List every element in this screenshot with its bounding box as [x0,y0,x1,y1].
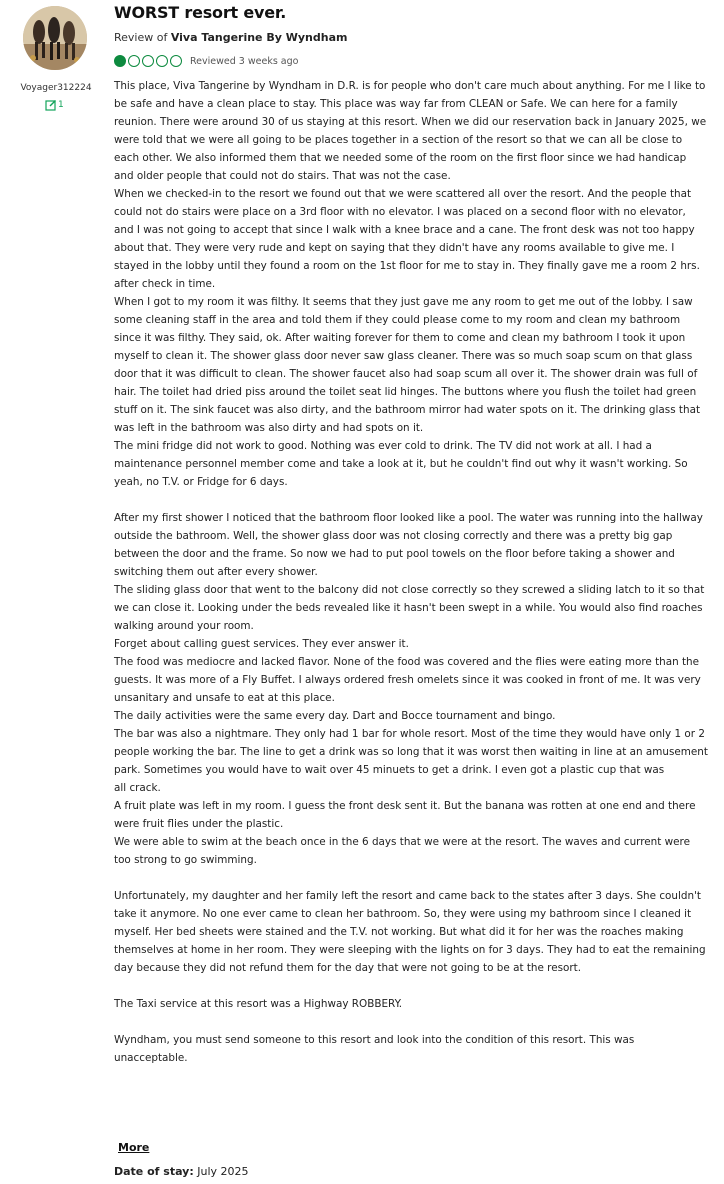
paragraph-spacer [114,977,708,995]
paragraph-spacer [114,1013,708,1031]
review-paragraph: The bar was also a nightmare. They only had 1 bar for whole resort. Most of the time they would have only 1 or 2 people working the bar. The line to get a drink was so long that it was worst then waiting in line at an amusement park. Sometimes you would have to wait over 45 minuets to get a drink. I even got a plastic cup that was [114,728,708,776]
contributions-number: 1 [58,100,64,110]
review-paragraph: The sliding glass door that went to the balcony did not close correctly so they screwed a sliding latch to it so that we can close it. Looking under the beds revealed like it hasn't been swept in a while. You would also find roaches walking around your room. [114,584,705,632]
reviewed-date: Reviewed 3 weeks ago [190,55,299,67]
paragraph-spacer [114,491,708,509]
review-paragraph: The daily activities were the same every day. Dart and Bocce tournament and bingo. [114,710,556,722]
review-paragraph: After my first shower I noticed that the bathroom floor looked like a pool. The water was running into the hallway outside the bathroom. Well, the shower glass door was not closing correctly and there was a pretty big gap between the door and the frame. So now we had to put pool towels on the floor before taking a shower and switching them out after every shower. [114,512,703,578]
rating-bubble-empty [156,55,168,67]
rating-bubble-empty [170,55,182,67]
rating-bubble-empty [142,55,154,67]
review-paragraph: A fruit plate was left in my room. I guess the front desk sent it. But the banana was rotten at one end and there were fruit flies under the plastic. [114,800,696,830]
review-paragraph: The food was mediocre and lacked flavor. None of the food was covered and the flies were eating more than the guests. It was more of a Fly Buffet. I always ordered fresh omelets since it was cooked in front of me. It was very unsanitary and unsafe to eat at this place. [114,656,701,704]
review-paragraph: When we checked-in to the resort we found out that we were scattered all over the resort. And the people that could not do stairs were place on a 3rd floor with no elevator. I was placed on a second floor with no elevator, and I was not going to accept that since I walk with a knee brace and a cane. The front desk was not too happy about that. They were very rude and kept on saying that they didn't have any rooms available to give me. I stayed in the lobby until they found a room on the 1st floor for me to stay in. They finally gave me a room 2 hrs. after check in time. [114,188,700,290]
rating-bubble-empty [128,55,140,67]
avatar[interactable] [23,6,87,70]
review-paragraph: Wyndham, you must send someone to this resort and look into the condition of this resort. This was unacceptable. [114,1034,635,1064]
date-of-stay [114,1165,249,1178]
review-paragraph: all crack. [114,782,161,794]
review-paragraph: The Taxi service at this resort was a Highway ROBBERY. [114,998,403,1010]
review-paragraph: The mini fridge did not work to good. Nothing was ever cold to drink. The TV did not work at all. I had a maintenance personnel member come and take a look at it, but he couldn't find out why it wasn't working. So yeah, no T.V. or Fridge for 6 days. [114,440,688,488]
review-body [114,77,708,1067]
date-of-stay-value: July 2025 [197,1165,249,1178]
hotel-name-link[interactable]: Viva Tangerine By Wyndham [170,31,348,44]
rating-row [114,55,298,67]
review-subtitle [114,31,347,44]
review-of-label: Review of [114,31,171,44]
review-paragraph: When I got to my room it was filthy. It seems that they just gave me any room to get me out of the lobby. I saw some cleaning staff in the area and told them if they could please come to my room and clean my bathroom since it was filthy. They said, ok. After waiting forever for them to come and clean my bathroom I took it upon myself to clean it. The shower glass door never saw glass cleaner. There was so much soap scum on that glass door that it was difficult to clean. The shower faucet also had soap scum all over it. The shower drain was full of hair. The toilet had dried piss around the toilet seat lid hinges. The buttons where you flush the toilet had green stuff on it. The sink faucet was also dirty, and the bathroom mirror had water spots on it. The drinking glass that was left in the bathroom was also dirty and had spots on it. [114,296,701,434]
contributions-count [45,99,64,111]
edit-square-icon [45,99,57,111]
review-paragraph: We were able to swim at the beach once in the 6 days that we were at the resort. The waves and current were too strong to go swimming. [114,836,690,866]
avatar-image [23,6,87,70]
bubble-rating [114,55,182,67]
review-title[interactable]: WORST resort ever. [114,3,287,22]
review-paragraph: Unfortunately, my daughter and her family left the resort and came back to the states after 3 days. She couldn't take it anymore. No one ever came to clean her bathroom. So, they were using my bathroom since I cleaned it myself. Her bed sheets were stained and the T.V. not working. But what did it for her was the roaches making themselves at home in her room. They were sleeping with the lights on for 3 days. They had to eat the remaining day because they did not refund them for the day that were not going to be at the resort. [114,890,706,974]
rating-bubble-filled [114,55,126,67]
paragraph-spacer [114,869,708,887]
review-paragraph: This place, Viva Tangerine by Wyndham in D.R. is for people who don't care much about anything. For me I like to be safe and have a clean place to stay. This place was way far from CLEAN or Safe. We can here for a family reunion. There were around 30 of us staying at this resort. When we did our reservation back in January 2025, we were told that we were all going to be places together in a section of the resort so that we can all be close to each other. We also informed them that we needed some of the room on the first floor since we had handicap and older people that could not do stairs. That was not the case. [114,80,707,182]
review-paragraph: Forget about calling guest services. They ever answer it. [114,638,409,650]
date-of-stay-label: Date of stay: [114,1165,194,1178]
more-button[interactable]: More [118,1141,150,1154]
reviewer-username[interactable]: Voyager312224 [20,83,92,93]
